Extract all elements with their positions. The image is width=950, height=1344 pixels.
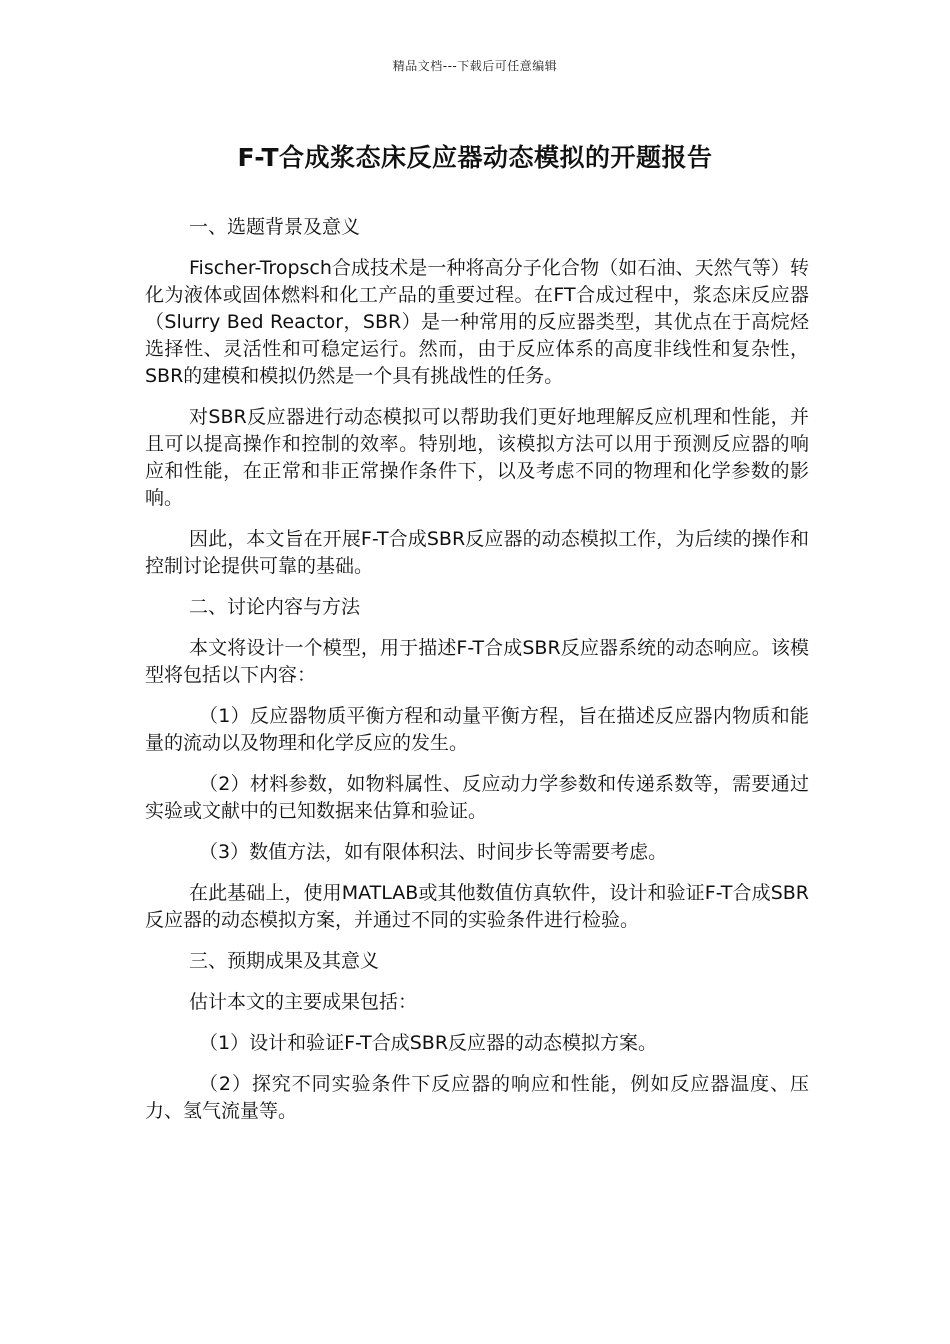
paragraph: 对SBR反应器进行动态模拟可以帮助我们更好地理解反应机理和性能，并且可以提高操作和控制的效率。特别地，该模拟方法可以用于预测反应器的响应和性能，在正常和非正常操作条件下，以及考虑不同的物理和化学参数的影响。 <box>145 406 809 509</box>
document-title: F-T合成浆态床反应器动态模拟的开题报告 <box>237 143 713 172</box>
paragraph: Fischer-Tropsch合成技术是一种将高分子化合物（如石油、天然气等）转化为液体或固体燃料和化工产品的重要过程。在FT合成过程中，浆态床反应器（Slurry Bed Reactor，SBR）是一种常用的反应器类型，其优点在于高烷烃选择性、灵活性和可稳定运行。然而，由于反应体系的高度非线性和复杂性，SBR的建模和模拟仍然是一个具有挑战性的任务。 <box>145 257 809 387</box>
section-heading: 三、预期成果及其意义 <box>189 950 380 972</box>
list-item: （1）设计和验证F-T合成SBR反应器的动态模拟方案。 <box>199 1032 658 1054</box>
paragraph: 因此，本文旨在开展F-T合成SBR反应器的动态模拟工作，为后续的操作和控制讨论提供可靠的基础。 <box>145 528 809 577</box>
list-item: （1）反应器物质平衡方程和动量平衡方程，旨在描述反应器内物质和能量的流动以及物理和化学反应的发生。 <box>145 705 809 754</box>
list-item: （2）探究不同实验条件下反应器的响应和性能，例如反应器温度、压力、氢气流量等。 <box>145 1073 809 1122</box>
paragraph: 本文将设计一个模型，用于描述F-T合成SBR反应器系统的动态响应。该模型将包括以下内容： <box>145 637 809 686</box>
list-item: （2）材料参数，如物料属性、反应动力学参数和传递系数等，需要通过实验或文献中的已知数据来估算和验证。 <box>145 773 809 822</box>
paragraph: 在此基础上，使用MATLAB或其他数值仿真软件，设计和验证F-T合成SBR反应器的动态模拟方案，并通过不同的实验条件进行检验。 <box>145 882 809 931</box>
section-heading: 一、选题背景及意义 <box>189 216 361 238</box>
page-header: 精品文档---下载后可任意编辑 <box>392 59 558 73</box>
paragraph: 估计本文的主要成果包括： <box>189 991 418 1013</box>
section-heading: 二、讨论内容与方法 <box>189 596 361 618</box>
document-body <box>145 214 809 1139</box>
list-item: （3）数值方法，如有限体积法、时间步长等需要考虑。 <box>199 841 668 863</box>
